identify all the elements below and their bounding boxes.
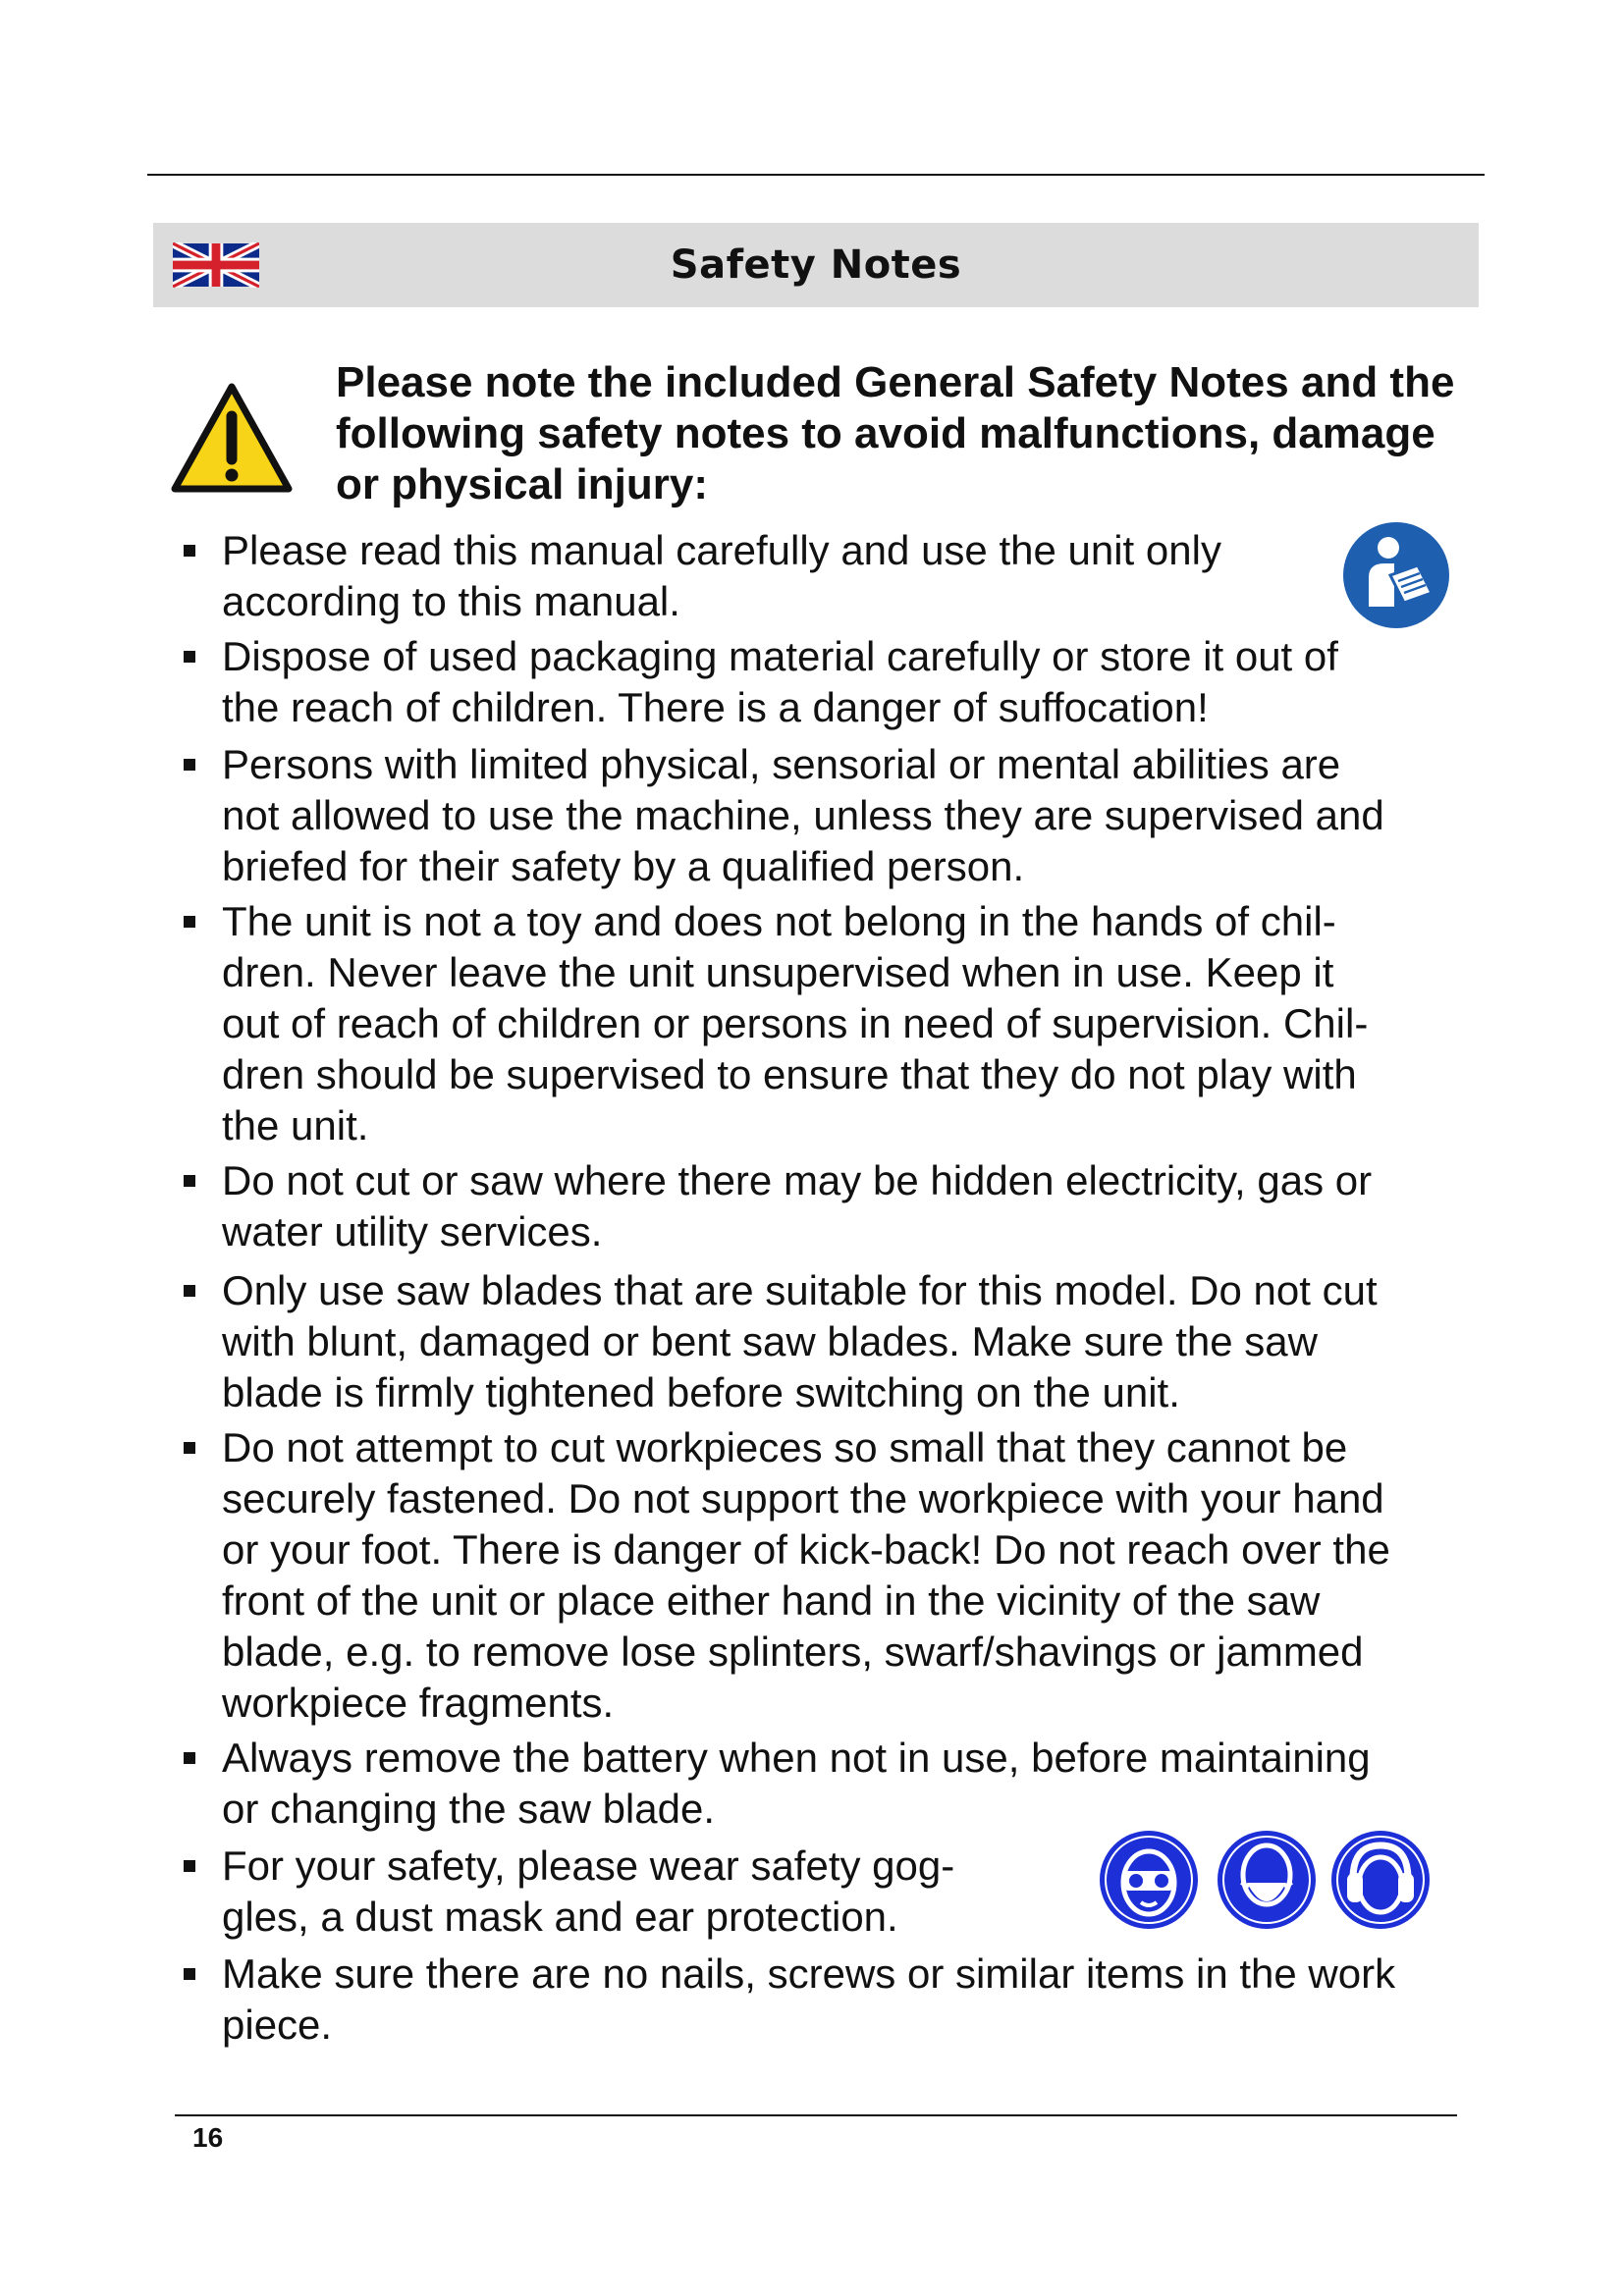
note-line: Please read this manual carefully and use the unit only [222, 527, 1221, 573]
note-line: or changing the saw blade. [222, 1786, 716, 1832]
note-line: securely fastened. Do not support the workpiece with your hand [222, 1475, 1384, 1522]
list-item [175, 1265, 1490, 1418]
note-line: For your safety, please wear safety gog- [222, 1842, 955, 1889]
bullet-icon [184, 1860, 195, 1872]
intro-line: or physical injury: [336, 460, 708, 508]
bullet-icon [184, 1175, 195, 1187]
list-item [175, 1949, 1490, 2051]
note-line: front of the unit or place either hand in the vicinity of the saw [222, 1577, 1321, 1624]
note-line: Do not attempt to cut workpieces so small that they cannot be [222, 1424, 1348, 1470]
note-line: with blunt, damaged or bent saw blades. Make sure the saw [222, 1318, 1318, 1364]
note-line: piece. [222, 2002, 333, 2048]
note-line: the reach of children. There is a danger of suffocation! [222, 684, 1209, 730]
note-line: according to this manual. [222, 578, 680, 624]
note-line: The unit is not a toy and does not belong in the hands of chil- [222, 898, 1336, 944]
dust-mask-icon [1216, 1828, 1318, 1932]
page-title: Safety Notes [670, 242, 962, 288]
intro-text [336, 357, 1494, 510]
top-rule [147, 174, 1485, 176]
bullet-icon [184, 1752, 195, 1764]
note-line: blade, e.g. to remove lose splinters, swarf/shavings or jammed [222, 1629, 1364, 1675]
note-line: out of reach of children or persons in need of supervision. Chil- [222, 1000, 1369, 1046]
note-line: Only use saw blades that are suitable for this model. Do not cut [222, 1267, 1378, 1313]
ppe-icons [1098, 1828, 1435, 1932]
section-header [153, 223, 1479, 307]
list-item [175, 1733, 1490, 1835]
list-item [175, 739, 1490, 892]
list-item [175, 525, 1490, 627]
list-item [175, 896, 1490, 1151]
safety-goggles-icon [1098, 1828, 1200, 1932]
note-line: dren. Never leave the unit unsupervised when in use. Keep it [222, 949, 1334, 995]
note-line: blade is firmly tightened before switching on the unit. [222, 1369, 1180, 1415]
note-line: Make sure there are no nails, screws or similar items in the work [222, 1950, 1396, 1997]
note-line: the unit. [222, 1102, 369, 1148]
note-line: not allowed to use the machine, unless they are supervised and [222, 792, 1384, 838]
bullet-icon [184, 916, 195, 928]
note-line: Persons with limited physical, sensorial or mental abilities are [222, 741, 1341, 787]
ear-protection-icon [1329, 1828, 1432, 1932]
note-line: workpiece fragments. [222, 1680, 615, 1726]
intro-line: following safety notes to avoid malfunctions, damage [336, 409, 1435, 457]
bullet-icon [184, 759, 195, 771]
note-line: Always remove the battery when not in use, before maintaining [222, 1735, 1371, 1781]
note-line: Do not cut or saw where there may be hidden electricity, gas or [222, 1157, 1373, 1203]
note-line: or your foot. There is danger of kick-back! Do not reach over the [222, 1526, 1390, 1573]
note-line: Dispose of used packaging material carefully or store it out of [222, 633, 1338, 679]
footer-rule [175, 2114, 1457, 2116]
bullet-icon [184, 1442, 195, 1454]
bullet-icon [184, 651, 195, 663]
bullet-icon [184, 1285, 195, 1297]
bullet-icon [184, 1968, 195, 1980]
list-item [175, 1422, 1490, 1729]
warning-triangle-icon [171, 383, 293, 493]
read-manual-icon [1341, 520, 1451, 630]
list-item [175, 1155, 1490, 1257]
note-line: water utility services. [222, 1208, 603, 1255]
page-number: 16 [192, 2122, 224, 2153]
intro-line: Please note the included General Safety Notes and the [336, 358, 1455, 406]
list-item [175, 631, 1490, 733]
note-line: dren should be supervised to ensure that they do not play with [222, 1051, 1357, 1097]
bullet-icon [184, 545, 195, 557]
note-line: briefed for their safety by a qualified person. [222, 843, 1025, 889]
note-line: gles, a dust mask and ear protection. [222, 1894, 898, 1940]
